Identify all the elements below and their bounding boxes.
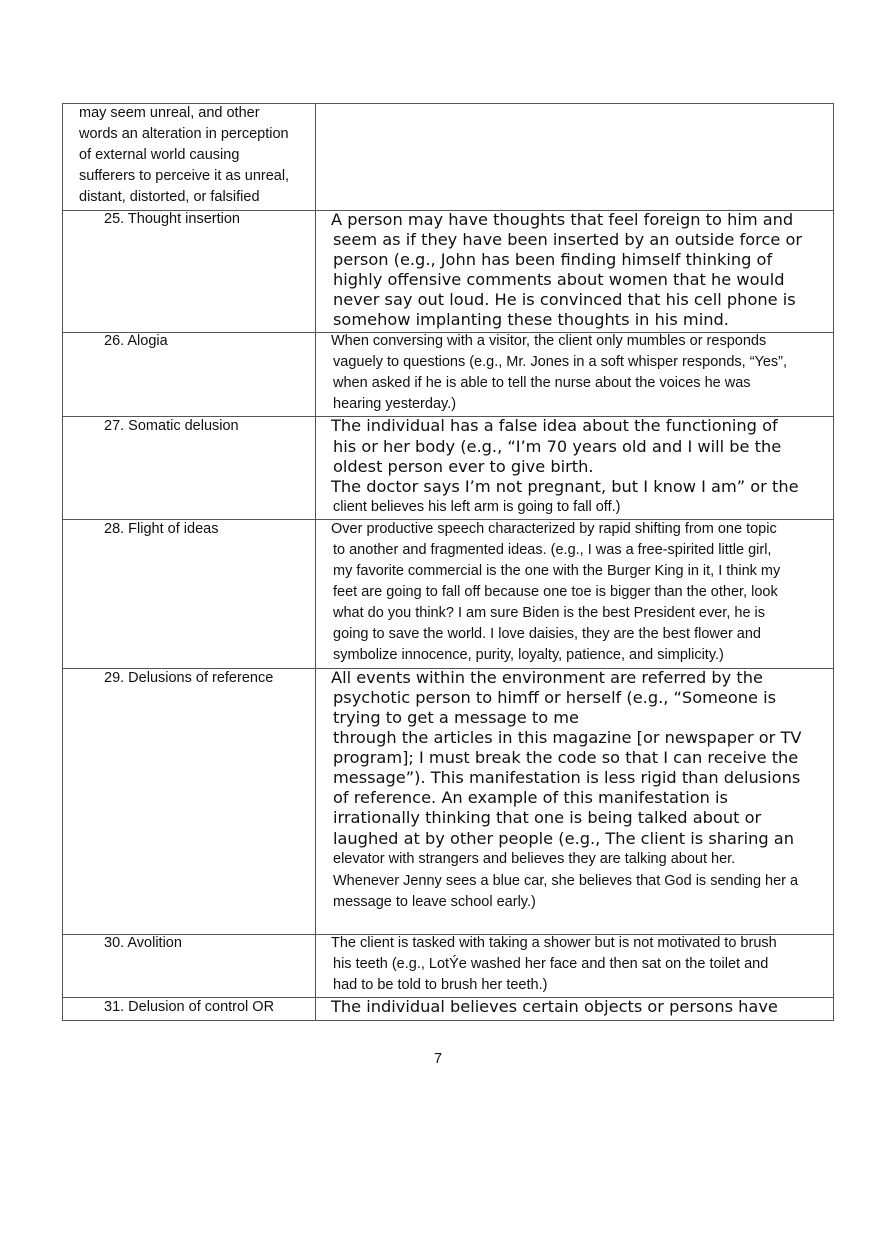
description-line: The client is tasked with taking a shower but is not motivated to brush (331, 935, 777, 951)
description-line: When conversing with a visitor, the client only mumbles or responds (331, 333, 767, 349)
term-label: 29. Delusions of reference (104, 670, 274, 686)
term-label: 25. Thought insertion (104, 211, 240, 227)
description-line: oldest person ever to give birth. (333, 457, 594, 476)
table-border (833, 103, 834, 1021)
table-border (62, 103, 63, 1021)
description-line: psychotic person to himff or herself (e.g., “Someone is (333, 688, 777, 707)
description-line: his teeth (e.g., LotÝe washed her face and then sat on the toilet and (333, 956, 769, 972)
page-number: 7 (434, 1051, 443, 1067)
description-line: hearing yesterday.) (333, 396, 457, 412)
description-line: irrationally thinking that one is being talked about or (333, 808, 762, 827)
description-line: message to leave school early.) (333, 894, 536, 910)
term-label: 28. Flight of ideas (104, 521, 219, 537)
description-line: The doctor says I’m not pregnant, but I know I am” or the (331, 477, 799, 496)
description-line: Over productive speech characterized by rapid shifting from one topic (331, 521, 777, 537)
description-line: The individual believes certain objects or persons have (331, 997, 778, 1016)
description-line: going to save the world. I love daisies, they are the best flower and (333, 626, 761, 642)
description-line: had to be told to brush her teeth.) (333, 977, 548, 993)
description-line: my favorite commercial is the one with the Burger King in it, I think my (333, 563, 781, 579)
description-line: somehow implanting these thoughts in his mind. (333, 310, 729, 329)
term-label: 31. Delusion of control OR (104, 999, 275, 1015)
description-line: when asked if he is able to tell the nurse about the voices he was (333, 375, 751, 391)
description-line: of reference. An example of this manifestation is (333, 788, 728, 807)
term-text: distant, distorted, or falsified (79, 189, 260, 205)
column-divider (315, 103, 316, 1021)
term-text: may seem unreal, and other (79, 105, 260, 121)
term-text: sufferers to perceive it as unreal, (79, 168, 290, 184)
description-line: what do you think? I am sure Biden is the best President ever, he is (333, 605, 766, 621)
row-divider (62, 519, 834, 520)
description-line: elevator with strangers and believes they are talking about her. (333, 851, 736, 867)
description-line: client believes his left arm is going to fall off.) (333, 499, 621, 515)
table-border (62, 103, 834, 104)
description-line: Whenever Jenny sees a blue car, she believes that God is sending her a (333, 873, 799, 889)
term-text: words an alteration in perception (79, 126, 289, 142)
description-line: never say out loud. He is convinced that his cell phone is (333, 290, 796, 309)
description-line: laughed at by other people (e.g., The client is sharing an (333, 829, 794, 848)
description-line: trying to get a message to me (333, 708, 579, 727)
description-line: through the articles in this magazine [or newspaper or TV (333, 728, 802, 747)
description-line: seem as if they have been inserted by an outside force or (333, 230, 803, 249)
description-line: vaguely to questions (e.g., Mr. Jones in a soft whisper responds, “Yes”, (333, 354, 788, 370)
term-label: 26. Alogia (104, 333, 168, 349)
description-line: feet are going to fall off because one toe is bigger than the other, look (333, 584, 778, 600)
description-line: his or her body (e.g., “I’m 70 years old and I will be the (333, 437, 782, 456)
description-line: symbolize innocence, purity, loyalty, patience, and simplicity.) (333, 647, 724, 663)
description-line: to another and fragmented ideas. (e.g., I was a free-spirited little girl, (333, 542, 772, 558)
table-border (62, 1020, 834, 1021)
description-line: program]; I must break the code so that I can receive the (333, 748, 799, 767)
term-label: 30. Avolition (104, 935, 182, 951)
description-line: The individual has a false idea about the functioning of (331, 416, 778, 435)
description-line: message”). This manifestation is less rigid than delusions (333, 768, 801, 787)
description-line: person (e.g., John has been finding himself thinking of (333, 250, 773, 269)
term-label: 27. Somatic delusion (104, 418, 239, 434)
description-line: A person may have thoughts that feel foreign to him and (331, 210, 794, 229)
term-text: of external world causing (79, 147, 240, 163)
description-line: highly offensive comments about women that he would (333, 270, 785, 289)
description-line: All events within the environment are referred by the (331, 668, 763, 687)
